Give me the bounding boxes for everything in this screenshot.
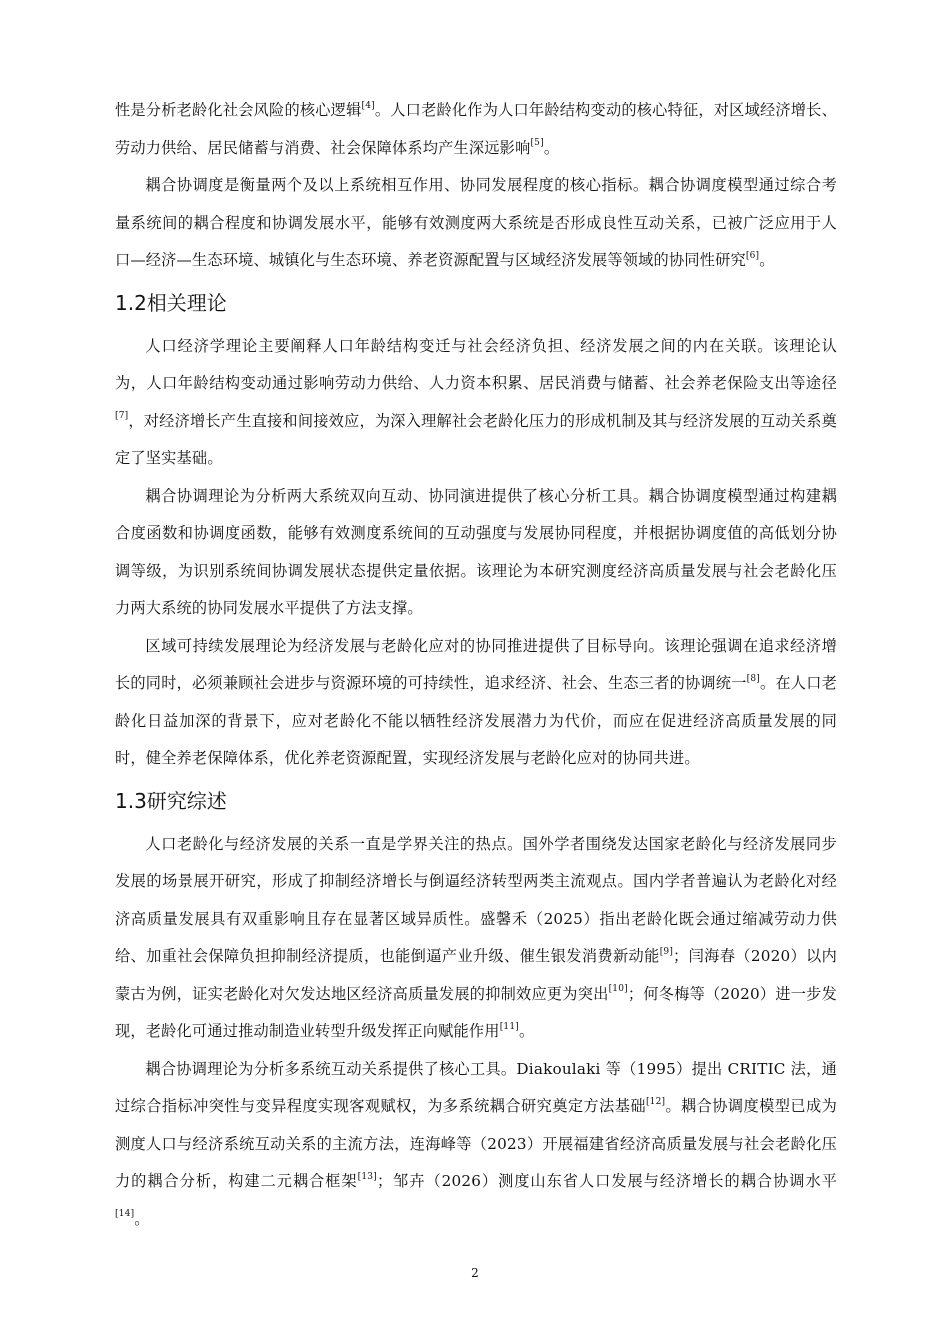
citation-ref: [10]: [608, 984, 628, 995]
paragraph-text: 。: [134, 1209, 150, 1228]
paragraph: [115, 92, 837, 167]
paragraph-text: ；何冬梅等（2020）进一步发现，老龄化可通过推动制造业转型升级发挥正向赋能作用: [115, 984, 837, 1040]
citation-ref: [13]: [357, 1171, 377, 1182]
citation-ref: [8]: [746, 673, 760, 684]
citation-ref: [14]: [115, 1209, 135, 1220]
paragraph: [115, 826, 837, 1051]
paragraph-text: 人口经济学理论主要阐释人口年龄结构变迁与社会经济负担、经济发展之间的内在关联。该理论认为，人口年龄结构变动通过影响劳动力供给、人力资本积累、居民消费与储蓄、社会养老保险支出等途径: [115, 336, 837, 392]
page-body: [115, 92, 837, 1238]
paragraph-text: 。: [518, 1022, 535, 1040]
citation-ref: [5]: [530, 138, 544, 149]
paragraph-text: 耦合协调理论为分析两大系统双向互动、协同演进提供了核心分析工具。耦合协调度模型通过构建耦合度函数和协调度函数，能够有效测度系统间的互动强度与发展协同程度，并根据协调度值的高低划分协调等级，为识别系统间协调发展状态提供定量依据。该理论为本研究测度经济高质量发展与社会老龄化压力两大系统的协同发展水平提供了方法支撑。: [115, 486, 837, 617]
page-number: 2: [471, 1266, 479, 1280]
paragraph-text: ，对经济增长产生直接和间接效应，为深入理解社会老龄化压力的形成机制及其与经济发展的互动关系奠定了坚实基础。: [115, 411, 837, 467]
section-heading-literature-review: 1.3研究综述: [115, 788, 227, 813]
paragraph-text: 。人口老龄化作为人口年龄结构变动的核心特征，对区域经济增长、劳动力供给、居民储蓄与消费、社会保障体系均产生深远影响: [115, 101, 837, 157]
paragraph: [115, 167, 837, 280]
citation-ref: [4]: [361, 100, 375, 111]
paragraph-text: 区域可持续发展理论为经济发展与老龄化应对的协同推进提供了目标导向。该理论强调在追求经济增长的同时，必须兼顾社会进步与资源环境的可持续性，追求经济、社会、生态三者的协调统一: [115, 636, 837, 692]
citation-ref: [6]: [745, 250, 760, 261]
citation-ref: [9]: [659, 946, 674, 957]
citation-ref: [11]: [499, 1021, 519, 1032]
paragraph-text: 耦合协调理论为分析多系统互动关系提供了核心工具。Diakoulaki 等（1995）提出 CRITIC 法，通过综合指标冲突性与变异程度实现客观赋权，为多系统耦合研究奠定方法基础: [115, 1059, 837, 1115]
paragraph-text: 性是分析老龄化社会风险的核心逻辑: [115, 101, 362, 119]
paragraph: [115, 628, 837, 778]
paragraph-text: 。在人口老龄化日益加深的背景下，应对老龄化不能以牺牲经济发展潜力为代价，而应在促进经济高质量发展的同时，健全养老保障体系，优化养老资源配置，实现经济发展与老龄化应对的协同共进。: [115, 674, 838, 767]
paragraph-text: 人口老龄化与经济发展的关系一直是学界关注的热点。国外学者围绕发达国家老龄化与经济发展同步发展的场景展开研究，形成了抑制经济增长与倒逼经济转型两类主流观点。国内学者普遍认为老龄化对经济高质量发展具有双重影响且存在显著区域异质性。盛馨禾（2025）指出老龄化既会通过缩减劳动力供给、加重社会保障负担抑制经济提质，也能倒逼产业升级、催生银发消费新动能: [115, 834, 837, 965]
paragraph-text: 耦合协调度是衡量两个及以上系统相互作用、协同发展程度的核心指标。耦合协调度模型通过综合考量系统间的耦合程度和协调发展水平，能够有效测度两大系统是否形成良性互动关系，已被广泛应用于人口—经济—生态环境、城镇化与生态环境、养老资源配置与区域经济发展等领域的协同性研究: [115, 176, 837, 269]
paragraph: [115, 328, 837, 478]
paragraph-text: 。: [543, 138, 560, 157]
citation-ref: [12]: [645, 1096, 666, 1107]
paragraph: [115, 1051, 837, 1239]
paragraph-text: 。耦合协调度模型已成为测度人口与经济系统互动关系的主流方法，连海峰等（2023）开展福建省经济高质量发展与社会老龄化压力的耦合分析，构建二元耦合框架: [115, 1097, 837, 1190]
paragraph: [115, 478, 837, 628]
section-heading-related-theory: 1.2相关理论: [115, 290, 227, 315]
citation-ref: [7]: [115, 411, 129, 422]
paragraph-text: 。: [759, 251, 775, 269]
paragraph-text: ；闫海春（2020）以内蒙古为例，证实老龄化对欠发达地区经济高质量发展的抑制效应更为突出: [115, 947, 837, 1003]
paragraph-text: ；邹卉（2026）测度山东省人口发展与经济增长的耦合协调水平: [376, 1172, 838, 1190]
